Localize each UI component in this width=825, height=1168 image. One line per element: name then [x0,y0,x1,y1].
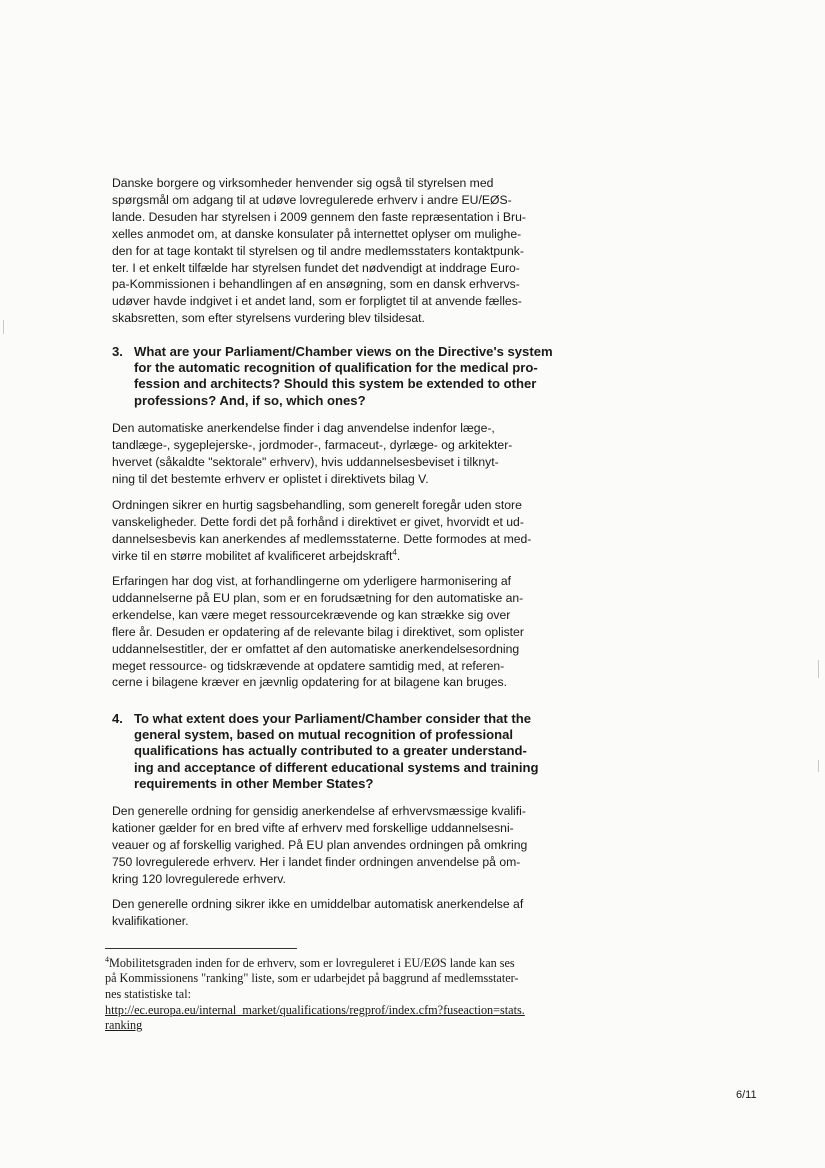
question-4-text: To what extent does your Parliament/Chamber consider that the general system, based on mutual recognition of professional qualifications has actually contributed to a greater understand- ing and acceptance of different educational systems and training requirements in other Member States? [134,711,539,791]
scan-mark [818,760,819,772]
scan-mark [818,660,819,678]
q4-paragraph-2: Den generelle ordning sikrer ikke en umiddelbar automatisk anerkendelse af kvalifikationer. [112,897,524,928]
footnote-link[interactable]: http://ec.europa.eu/internal_market/qualifications/regprof/index.cfm?fuseaction=stats. ranking [105,1003,525,1033]
scan-mark [3,320,4,334]
question-3 [112,344,568,409]
q3-paragraph-1: Den automatiske anerkendelse finder i dag anvendelse indenfor læge-, tandlæge-, sygeplejerske-, jordmoder-, farmaceut-, dyrlæge- og arkitekter- hvervet (såkaldte "sektorale" erhverv), hvis uddannelsesbeviset i tilknyt- ning til det bestemte erhverv er oplistet i direktivets bilag V. [112,421,513,486]
footnote [105,956,575,1002]
footnote-reference: 4 [392,547,397,557]
question-4-number: 4. [112,711,123,726]
question-3-number: 3. [112,344,123,359]
q3-paragraph-2: Ordningen sikrer en hurtig sagsbehandling, som generelt foregår uden store vanskeligheder. Dette fordi det på forhånd i direktivet er givet, hvorvidt et ud- dannelsesbevis kan anerkendes af medlemsstaterne. Dette formodes at med- virke til en større mobilitet af kvalificeret arbejdskraft$^4$. [112,498,532,563]
q3-paragraph-3: Erfaringen har dog vist, at forhandlingerne om yderligere harmonisering af uddannelserne på EU plan, som er en forudsætning for den automatiske an- erkendelse, kan være meget ressourcekrævende og kan strække sig over flere år. Desuden er opdatering af de relevante bilag i direktivet, som oplister uddannelsestitler, der er omfattet af den automatiske anerkendelsesordning meget ressource- og tidskrævende at opdatere samtidig med, at referen- cerne i bilagene kræver en jævnlig opdatering for at bilagene kan bruges. [112,574,524,690]
q3-paragraph-2-text: Ordningen sikrer en hurtig sagsbehandling, som generelt foregår uden store vanskeligheder. Dette fordi det på forhånd i direktivet er givet, hvorvidt et ud- dannelsesbevis kan anerkendes af medlemsstaterne. Dette formodes at med- virke til en større mobilitet af kvalificeret arbejdskraft [112,498,532,563]
question-4 [112,711,568,792]
footnote-separator [105,948,297,949]
intro-paragraph: Danske borgere og virksomheder henvender sig også til styrelsen med spørgsmål om adgang til at udøve lovregulerede erhverv i andre EU/EØS- lande. Desuden har styrelsen i 2009 gennem den faste repræsentation i Bru- xelles anmodet om, at danske konsulater på internettet oplyser om mulighe- den for at tage kontakt til styrelsen og til andre medlemsstaters kontaktpunk- ter. I et enkelt tilfælde har styrelsen fundet det nødvendigt at inddrage Euro- pa-Kommissionen i behandlingen af en ansøgning, som en dansk erhvervs- udøver havde indgivet i et andet land, som er forpligtet til at anvende fælles- skabsretten, som efter styrelsens vurdering blev tilsidesat. [112,176,526,326]
page-number: 6/11 [736,1089,757,1101]
question-3-text: What are your Parliament/Chamber views on the Directive's system for the automatic recognition of qualification for the medical pro- fession and architects? Should this system be extended to other professions? And, if so, which ones? [134,344,553,408]
q4-paragraph-1: Den generelle ordning for gensidig anerkendelse af erhvervsmæssige kvalifi- kationer gælder for en bred vifte af erhverv med forskellige uddannelsesni- veauer og af forskellig varighed. På EU plan anvendes ordningen på omkring 750 lovregulerede erhverv. Her i landet finder ordningen anvendelse på om- kring 120 lovregulerede erhverv. [112,804,528,886]
footnote-text: Mobilitetsgraden inden for de erhverv, som er lovreguleret i EU/EØS lande kan ses på Kommissionens "ranking" liste, som er udarbejdet på baggrund af medlemsstater- nes statistiske tal: [105,956,519,1001]
footnote-marker: 4 [105,954,109,964]
